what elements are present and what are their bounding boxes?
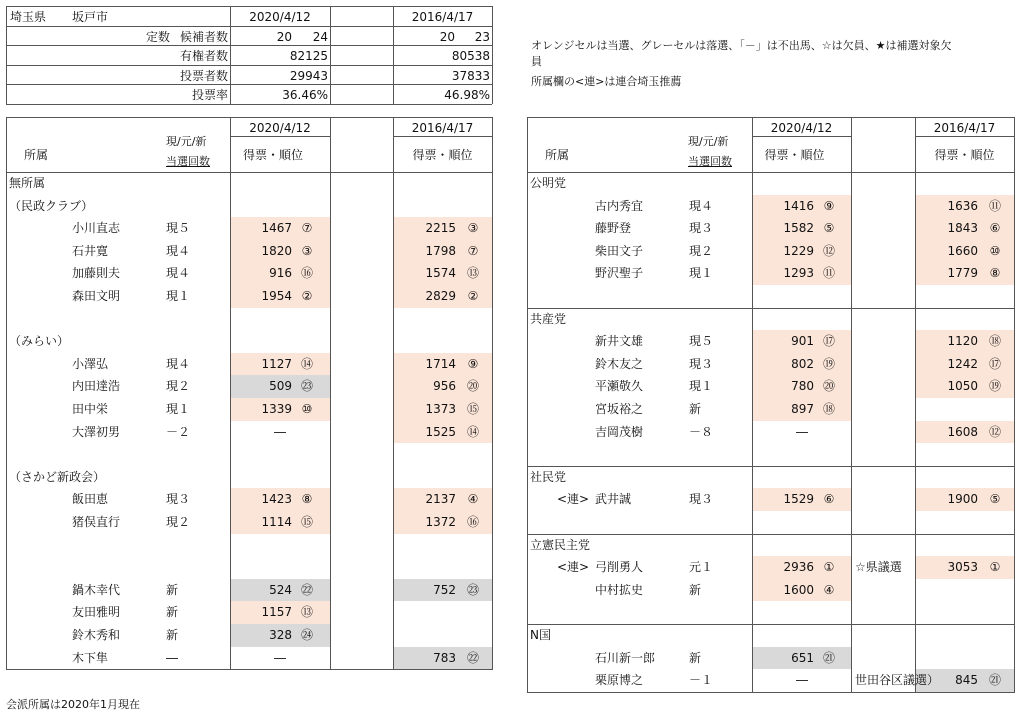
rank-2020: ⑲ — [822, 356, 835, 371]
date-2016: 2016/4/17 — [411, 10, 474, 24]
rank-2020: ⑬ — [300, 605, 313, 620]
candidate-status: 現３ — [166, 492, 191, 507]
candidate-status: 新 — [689, 582, 702, 597]
rank-2020: ㉒ — [300, 582, 313, 597]
candidate-status: 新 — [166, 605, 179, 620]
votes-2016: 783 — [433, 650, 456, 665]
votes-2016: 1120 — [947, 334, 978, 349]
votes-2016: 1636 — [947, 198, 978, 213]
group-label: （みらい） — [9, 334, 70, 349]
candidate-name: 弓削勇人 — [595, 560, 644, 575]
grid-line — [6, 117, 7, 669]
grid-line — [6, 669, 492, 670]
candidate-status: 現４ — [166, 356, 191, 371]
votes-2020: 1467 — [261, 221, 292, 236]
candidate-status: 現３ — [689, 492, 714, 507]
city: 坂戸市 — [72, 10, 109, 24]
candidate-status: 新 — [166, 582, 179, 597]
rank-2016: ㉒ — [466, 650, 479, 665]
rank-2016: ③ — [467, 221, 479, 236]
candidate-status: 現１ — [166, 402, 191, 416]
rank-2020: ⑰ — [822, 334, 835, 349]
header-date-2020: 2020/4/12 — [770, 121, 833, 135]
header-genmoto: 現/元/新 — [688, 135, 729, 148]
header-date-2016: 2016/4/17 — [411, 121, 474, 135]
rank-2020: ② — [301, 289, 313, 303]
kouho-2016: 23 — [474, 29, 490, 44]
candidate-status: 新 — [689, 402, 702, 416]
candidate-name: 吉岡茂樹 — [595, 424, 644, 439]
not-running-2020: ― — [274, 424, 286, 439]
votes-2016: 2137 — [425, 492, 456, 507]
votes-2016: 1525 — [425, 424, 456, 439]
rank-2020: ⑩ — [301, 402, 313, 416]
rank-2016: ⑰ — [988, 356, 1001, 371]
candidate-name: 栗原博之 — [595, 673, 644, 688]
label-ritsu: 投票率 — [191, 88, 228, 102]
rank-2020: ① — [823, 560, 835, 575]
not-running-2020: ― — [796, 673, 808, 688]
rank-2016: ⑳ — [466, 379, 479, 394]
group-label: 立憲民主党 — [530, 537, 591, 552]
candidate-name: 平瀬敬久 — [595, 379, 644, 394]
rank-2016: ⑮ — [466, 402, 479, 416]
candidate-status: －１ — [689, 673, 714, 688]
rank-2020: ⑧ — [301, 492, 313, 507]
votes-2020: 897 — [791, 402, 814, 416]
votes-2016: 2215 — [425, 221, 456, 236]
rank-2020: ③ — [301, 243, 313, 258]
candidate-status: 元１ — [689, 560, 714, 575]
votes-2016: 2829 — [425, 289, 456, 303]
label-kouho: 候補者数 — [179, 29, 228, 44]
votes-2016: 1843 — [947, 221, 978, 236]
candidate-name: 大澤初男 — [72, 424, 121, 439]
candidate-name: 小澤弘 — [72, 356, 109, 371]
votes-2020: 1423 — [261, 492, 292, 507]
rank-2016: ② — [467, 289, 479, 303]
rank-2020: ④ — [823, 582, 835, 597]
rank-2020: ⑪ — [822, 266, 835, 281]
candidate-name: 友田雅明 — [72, 605, 121, 620]
rengo-mark: <連> — [557, 560, 590, 575]
rank-2016: ⑯ — [466, 515, 479, 529]
rank-2016: ㉓ — [466, 582, 479, 597]
label-tohyo: 投票者数 — [179, 68, 228, 83]
rank-2016: ④ — [467, 492, 479, 507]
remark: ☆県議選 — [855, 560, 902, 575]
candidate-name: 鈴木秀和 — [72, 628, 121, 642]
group-label: N国 — [530, 628, 551, 642]
votes-2016: 1608 — [947, 424, 978, 439]
candidate-name: 柴田文子 — [595, 243, 644, 258]
votes-2020: 1600 — [783, 582, 814, 597]
candidate-name: 鍋木幸代 — [72, 582, 121, 597]
votes-2016: 1372 — [425, 515, 456, 529]
remark: 世田谷区議選） — [855, 673, 940, 688]
candidate-status: 現４ — [166, 266, 191, 281]
header-genmoto: 現/元/新 — [166, 135, 207, 148]
candidate-name: 加藤則夫 — [72, 266, 121, 281]
rank-2020: ⑨ — [823, 198, 835, 213]
grid-line — [527, 117, 528, 692]
grid-line — [393, 136, 492, 137]
rank-2016: ⑪ — [988, 198, 1001, 213]
votes-2020: 1157 — [261, 605, 292, 620]
votes-2020: 651 — [791, 650, 814, 665]
not-running-2020: ― — [796, 424, 808, 439]
rank-2020: ⑮ — [300, 515, 313, 529]
votes-2020: 524 — [269, 582, 292, 597]
votes-2016: 1242 — [947, 356, 978, 371]
grid-line — [230, 136, 330, 137]
votes-2020: 780 — [791, 379, 814, 394]
header-tousen: 当選回数 — [166, 155, 210, 168]
note-rengo: 所属欄の<連>は連合埼玉推薦 — [531, 75, 682, 88]
votes-2020: 1416 — [783, 198, 814, 213]
rank-2016: ⑦ — [467, 243, 479, 258]
candidate-name: 猪俣直行 — [72, 515, 121, 529]
group-label: 公明党 — [530, 176, 567, 190]
candidate-status: 新 — [689, 650, 702, 665]
rank-2016: ⑧ — [989, 266, 1001, 281]
votes-2020: 1954 — [261, 289, 292, 303]
votes-2016: 1779 — [947, 266, 978, 281]
group-label: （さかど新政会） — [9, 469, 106, 484]
group-label: 社民党 — [530, 469, 567, 484]
header-tousen: 当選回数 — [688, 155, 732, 168]
tohyo-2016: 37833 — [451, 68, 490, 83]
candidate-name: 新井文雄 — [595, 334, 644, 349]
rengo-mark: <連> — [557, 492, 590, 507]
rank-2020: ⑱ — [822, 402, 835, 416]
candidate-name: 内田達浩 — [72, 379, 121, 394]
votes-2020: 328 — [269, 628, 292, 642]
rank-2016: ⑩ — [989, 243, 1001, 258]
candidate-name: 藤野登 — [595, 221, 632, 236]
teisu-2020: 20 — [276, 29, 292, 44]
candidate-name: 森田文明 — [72, 289, 121, 303]
note-legend: オレンジセルは当選、グレーセルは落選、「－」は不出馬、☆は欠員、★は補選対象欠 — [531, 39, 952, 52]
rank-2020: ⑥ — [823, 492, 835, 507]
date-2020: 2020/4/12 — [249, 10, 311, 24]
yuken-2020: 82125 — [289, 49, 328, 63]
grid-line — [1014, 117, 1015, 693]
candidate-name: 宮坂裕之 — [595, 402, 644, 416]
grid-line — [851, 117, 852, 692]
votes-2016: 1050 — [947, 379, 978, 394]
kouho-2020: 24 — [312, 29, 328, 44]
candidate-name: 飯田恵 — [72, 492, 109, 507]
rank-2020: ⑯ — [300, 266, 313, 281]
not-running-2020: ― — [274, 650, 286, 665]
rank-2016: ⑨ — [467, 356, 479, 371]
header-tokuhyo-2016: 得票・順位 — [412, 148, 473, 162]
label-teisu: 定数 — [145, 29, 170, 44]
candidate-status: 現１ — [166, 289, 191, 303]
rank-2016: ⑲ — [988, 379, 1001, 394]
votes-2020: 1229 — [783, 243, 814, 258]
candidate-status: 現２ — [689, 243, 714, 258]
candidate-status: －８ — [689, 424, 714, 439]
candidate-name: 古内秀宜 — [595, 198, 644, 213]
rank-2020: ㉓ — [300, 379, 313, 394]
header-tokuhyo-2016: 得票・順位 — [934, 148, 995, 162]
votes-2020: 1293 — [783, 266, 814, 281]
candidate-status: 現２ — [166, 379, 191, 394]
candidate-status: 現３ — [689, 356, 714, 371]
teisu-2016: 20 — [439, 29, 455, 44]
rank-2020: ⑭ — [300, 356, 313, 371]
candidate-name: 武井誠 — [595, 492, 632, 507]
candidate-status: ― — [166, 650, 178, 665]
rank-2020: ⑦ — [301, 221, 313, 236]
candidate-name: 小川直志 — [72, 221, 121, 236]
grid-line — [6, 6, 7, 104]
candidate-status: 現３ — [689, 221, 714, 236]
rank-2016: ⑭ — [466, 424, 479, 439]
candidate-status: 現４ — [689, 198, 714, 213]
rank-2020: ⑫ — [822, 243, 835, 258]
rank-2016: ⑱ — [988, 334, 1001, 349]
votes-2020: 901 — [791, 334, 814, 349]
candidate-status: 現１ — [689, 266, 714, 281]
votes-2016: 1373 — [425, 402, 456, 416]
header-tokuhyo-2020: 得票・順位 — [242, 148, 303, 162]
candidate-name: 鈴木友之 — [595, 356, 644, 371]
votes-2016: 752 — [433, 582, 456, 597]
header-tokuhyo-2020: 得票・順位 — [764, 148, 825, 162]
grid-line — [492, 117, 493, 670]
votes-2020: 1114 — [261, 515, 292, 529]
candidate-status: 現２ — [166, 515, 191, 529]
footer-note: 会派所属は2020年1月現在 — [6, 698, 140, 711]
note-legend-cont: 員 — [531, 55, 542, 68]
rank-2016: ① — [989, 560, 1001, 575]
candidate-name: 野沢聖子 — [595, 266, 644, 281]
votes-2016: 1798 — [425, 243, 456, 258]
candidate-name: 田中栄 — [72, 402, 109, 416]
votes-2016: 1714 — [425, 356, 456, 371]
candidate-status: 現１ — [689, 379, 714, 394]
rank-2020: ⑤ — [823, 221, 835, 236]
candidate-name: 木下隼 — [72, 650, 109, 665]
rank-2020: ㉔ — [300, 628, 313, 642]
votes-2020: 1582 — [783, 221, 814, 236]
votes-2016: 1660 — [947, 243, 978, 258]
rank-2016: ⑬ — [466, 266, 479, 281]
group-label: 無所属 — [9, 176, 46, 190]
votes-2020: 509 — [269, 379, 292, 394]
candidate-name: 石井寛 — [72, 243, 109, 258]
rank-2016: ⑤ — [989, 492, 1001, 507]
ritsu-2016: 46.98% — [444, 88, 490, 102]
grid-line — [330, 6, 331, 104]
rank-2016: ㉑ — [988, 673, 1001, 688]
rank-2016: ⑥ — [989, 221, 1001, 236]
header-shozoku: 所属 — [545, 148, 570, 162]
group-label: 共産党 — [530, 311, 567, 326]
grid-line — [527, 692, 1014, 693]
rank-2020: ⑳ — [822, 379, 835, 394]
label-yuken: 有権者数 — [179, 49, 228, 63]
header-shozoku: 所属 — [24, 148, 49, 162]
candidate-status: 新 — [166, 628, 179, 642]
header-date-2020: 2020/4/12 — [249, 121, 311, 135]
candidate-status: 現５ — [689, 334, 714, 349]
votes-2016: 1574 — [425, 266, 456, 281]
grid-line — [330, 117, 331, 669]
votes-2020: 802 — [791, 356, 814, 371]
candidate-name: 中村拡史 — [595, 582, 644, 597]
votes-2020: 1529 — [783, 492, 814, 507]
votes-2020: 1127 — [261, 356, 292, 371]
group-label: （民政クラブ） — [9, 198, 94, 213]
candidate-status: －２ — [166, 424, 191, 439]
prefecture: 埼玉県 — [10, 10, 47, 24]
grid-line — [752, 136, 851, 137]
rank-2016: ⑫ — [988, 424, 1001, 439]
votes-2016: 1900 — [947, 492, 978, 507]
ritsu-2020: 36.46% — [282, 88, 328, 102]
candidate-name: 石川新一郎 — [595, 650, 656, 665]
votes-2020: 2936 — [783, 560, 814, 575]
candidate-status: 現４ — [166, 243, 191, 258]
yuken-2016: 80538 — [451, 49, 490, 63]
votes-2020: 916 — [269, 266, 292, 281]
votes-2020: 1339 — [261, 402, 292, 416]
header-date-2016: 2016/4/17 — [933, 121, 996, 135]
grid-line — [492, 6, 493, 104]
grid-line — [6, 104, 492, 105]
rank-2020: ㉑ — [822, 650, 835, 665]
tohyo-2020: 29943 — [289, 68, 328, 83]
votes-2016: 956 — [433, 379, 456, 394]
votes-2016: 845 — [955, 673, 978, 688]
candidate-status: 現５ — [166, 221, 191, 236]
grid-line — [915, 136, 1014, 137]
votes-2016: 3053 — [947, 560, 978, 575]
votes-2020: 1820 — [261, 243, 292, 258]
